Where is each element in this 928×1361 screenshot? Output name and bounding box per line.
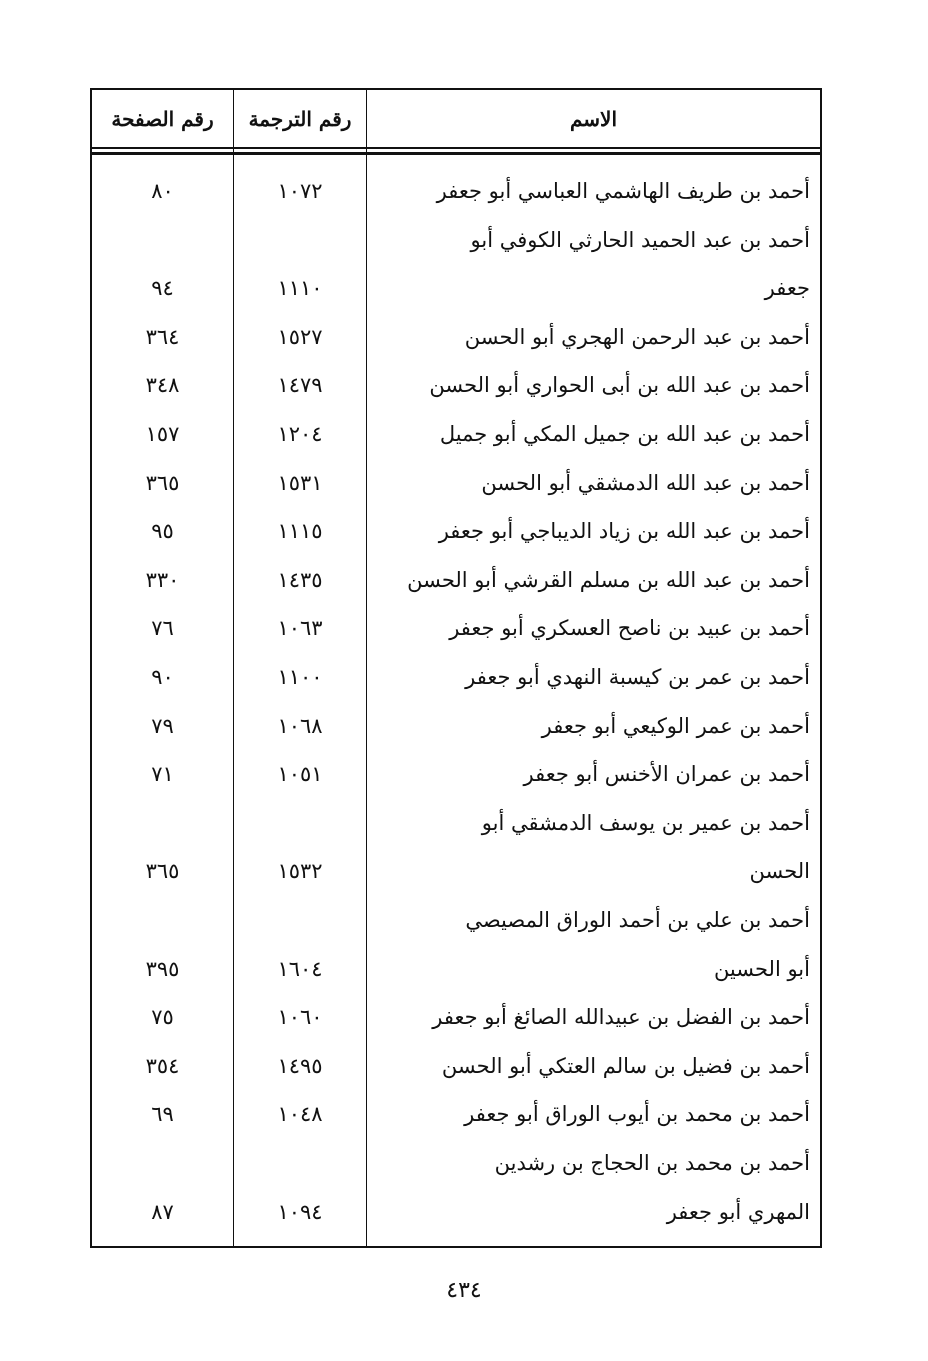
entry-name: أحمد بن عمران الأخنس أبو جعفر xyxy=(523,762,810,787)
table-row xyxy=(92,216,820,264)
entry-page-number: ٧٥ xyxy=(151,1005,174,1030)
entry-name: أحمد بن محمد بن أيوب الوراق أبو جعفر xyxy=(464,1102,810,1127)
entry-page-number: ٨٠ xyxy=(151,179,174,203)
table-row xyxy=(92,167,820,215)
table-row xyxy=(92,896,820,944)
entry-name: أحمد بن عمير بن يوسف الدمشقي أبو xyxy=(481,810,810,835)
entry-name: أحمد بن عمر بن كيسبة النهدي أبو جعفر xyxy=(465,665,810,689)
entry-translation-number: ١٢٠٤ xyxy=(277,422,323,446)
entry-name: أحمد بن عمر الوكيعي أبو جعفر xyxy=(541,713,810,738)
entry-name: أحمد بن عبد الرحمن الهجري أبو الحسن xyxy=(464,324,810,349)
table-row xyxy=(92,604,820,652)
entry-translation-number: ١٠٤٨ xyxy=(277,1102,323,1127)
table-row xyxy=(92,1139,820,1187)
entry-name: المهري أبو جعفر xyxy=(666,1199,810,1224)
entry-translation-number xyxy=(234,1139,366,1187)
entry-translation-number: ١٠٧٢ xyxy=(277,179,323,203)
entry-name: أبو الحسين xyxy=(713,956,810,981)
header-double-rule xyxy=(92,152,820,155)
entry-name: أحمد بن محمد بن الحجاج بن رشدين xyxy=(494,1151,810,1175)
table-row xyxy=(92,799,820,847)
table-row xyxy=(92,313,820,361)
table-row xyxy=(92,410,820,458)
entry-page-number xyxy=(92,896,233,944)
entry-page-number xyxy=(92,1139,233,1187)
table-row xyxy=(92,361,820,409)
entry-page-number: ٩٥ xyxy=(151,519,174,544)
entry-translation-number: ١١١٠ xyxy=(277,276,323,301)
entry-name: أحمد بن عبيد بن ناصح العسكري أبو جعفر xyxy=(449,616,810,641)
entry-page-number: ٧١ xyxy=(151,762,174,787)
entry-page-number: ٧٦ xyxy=(151,616,174,641)
entry-translation-number: ١٠٩٤ xyxy=(277,1199,323,1224)
entry-translation-number: ١٥٢٧ xyxy=(277,324,323,349)
entry-translation-number: ١٤٧٩ xyxy=(277,373,323,398)
entry-translation-number: ١٠٦٣ xyxy=(277,616,323,641)
entry-page-number: ٣٣٠ xyxy=(145,567,180,592)
entry-page-number: ٣٦٤ xyxy=(145,324,180,349)
entry-translation-number: ١١٠٠ xyxy=(277,665,323,689)
entry-page-number: ٣٦٥ xyxy=(145,470,180,495)
table-row xyxy=(92,1042,820,1090)
entry-name: جعفر xyxy=(764,276,810,301)
table-row xyxy=(92,702,820,750)
entry-translation-number: ١٠٦٨ xyxy=(277,713,323,738)
entry-translation-number: ١٠٦٠ xyxy=(277,1005,323,1030)
entry-translation-number xyxy=(234,896,366,944)
entry-translation-number xyxy=(234,799,366,847)
table-row xyxy=(92,556,820,604)
entry-name: أحمد بن عبد الله بن زياد الديباجي أبو جعفر xyxy=(438,519,810,544)
entry-name: أحمد بن الفضل بن عبيدالله الصائغ أبو جعفر xyxy=(432,1005,810,1030)
entry-name: أحمد بن علي بن أحمد الوراق المصيصي xyxy=(465,908,810,932)
table-row xyxy=(92,750,820,798)
entry-page-number: ٣٤٨ xyxy=(145,373,180,398)
page-number: ٤٣٤ xyxy=(446,1278,482,1303)
index-table xyxy=(90,88,822,1248)
entry-page-number: ٧٩ xyxy=(151,713,174,738)
entry-page-number: ٣٩٥ xyxy=(145,956,180,981)
entry-translation-number: ١٤٩٥ xyxy=(277,1053,323,1078)
entry-translation-number: ١٠٥١ xyxy=(277,762,323,787)
entry-page-number: ١٥٧ xyxy=(145,422,180,446)
table-row xyxy=(92,993,820,1041)
table-row xyxy=(92,945,820,993)
table-row xyxy=(92,459,820,507)
entry-translation-number: ١٥٣١ xyxy=(277,470,323,495)
entry-page-number: ٦٩ xyxy=(151,1102,174,1127)
entry-name: أحمد بن عبد الحميد الحارثي الكوفي أبو xyxy=(470,227,810,252)
entry-translation-number: ١٦٠٤ xyxy=(277,956,323,981)
table-row xyxy=(92,847,820,895)
entry-name: أحمد بن عبد الله الدمشقي أبو الحسن xyxy=(481,470,810,495)
entry-page-number xyxy=(92,216,233,264)
entry-page-number: ٩٠ xyxy=(151,665,174,689)
table-row xyxy=(92,264,820,312)
entry-page-number: ٣٥٤ xyxy=(145,1053,180,1078)
table-row xyxy=(92,507,820,555)
entry-name: أحمد بن طريف الهاشمي العباسي أبو جعفر xyxy=(436,179,810,203)
entry-name: أحمد بن فضيل بن سالم العتكي أبو الحسن xyxy=(441,1053,810,1078)
entry-name: أحمد بن عبد الله بن جميل المكي أبو جميل xyxy=(439,422,810,446)
table-row xyxy=(92,1188,820,1236)
table-row xyxy=(92,1090,820,1138)
entry-name: أحمد بن عبد الله بن أبى الحواري أبو الحسن xyxy=(429,373,810,398)
entry-page-number: ٨٧ xyxy=(151,1199,174,1224)
header-name: الاسم xyxy=(569,106,618,131)
entry-translation-number xyxy=(234,216,366,264)
entry-translation-number: ١١١٥ xyxy=(277,519,323,544)
entry-translation-number: ١٥٣٢ xyxy=(277,859,323,884)
header-rule xyxy=(92,147,820,149)
table-row xyxy=(92,653,820,701)
entry-page-number: ٣٦٥ xyxy=(145,859,180,884)
entry-page-number: ٩٤ xyxy=(151,276,174,301)
header-page-number: رقم الصفحة xyxy=(111,106,214,131)
entry-name: أحمد بن عبد الله بن مسلم القرشي أبو الحسن xyxy=(407,567,810,592)
header-translation-number: رقم الترجمة xyxy=(248,106,352,131)
entry-name: الحسن xyxy=(749,859,810,884)
entry-page-number xyxy=(92,799,233,847)
entry-translation-number: ١٤٣٥ xyxy=(277,567,323,592)
